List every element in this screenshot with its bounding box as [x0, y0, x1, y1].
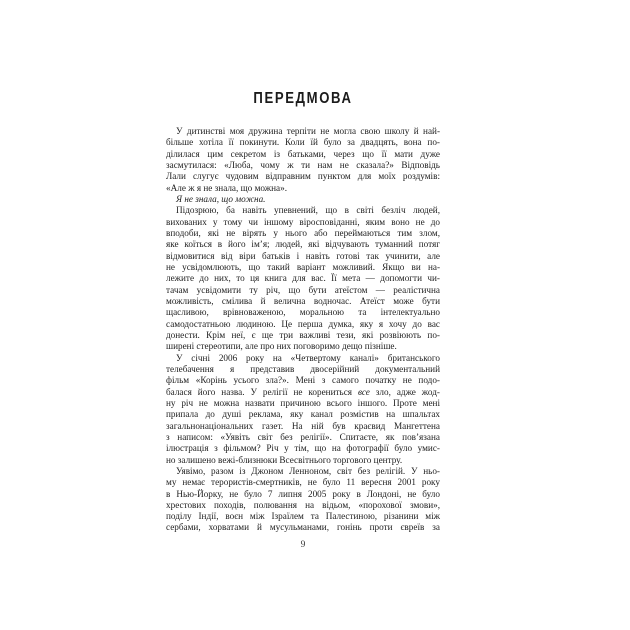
text-line: ширені стереотипи, але про них поговоримо дещо пізніше. [166, 341, 397, 352]
text-line: му немає терористів-смертників, не було 11 вересня 2001 року [166, 477, 440, 488]
text-line: щасливою, врівноваженою, моральною та інтелектуально [166, 307, 440, 318]
text-line: Підозрюю, ба навіть упевнений, що в світі безліч людей, [176, 205, 440, 216]
text-line: поділу Індії, воєн між Ізраїлем та Палестиною, різанини між [166, 511, 440, 522]
text-line: яке коїться в його ім’я; людей, які відчувають туманний потяг [166, 239, 440, 250]
text-line: фільм «Корінь усього зла?». Мені з самого початку не подо- [166, 375, 440, 386]
text-line: ну річ не можна назвати причиною всього іншого. Проте мені [166, 397, 440, 408]
text-line: вихованих у тому чи іншому віросповіданні, яким воно не до [166, 216, 440, 227]
page-number: 9 [300, 540, 306, 550]
text-line: Лали слугує чудовим відправним пунктом для моїх роздумів: [166, 171, 440, 182]
text-line: телебачення я представив двосерійний документальний [166, 363, 440, 374]
text-line: Я не знала, що можна. [176, 193, 266, 204]
text-line: самодостатньою людиною. Це перша думка, яку я хочу до вас [166, 318, 440, 329]
text-line: можливість, смілива й велична водночас. Атеїст може бути [166, 295, 440, 306]
text-line: сербами, хорватами й мусульманами, гонінь проти євреїв за [166, 522, 440, 533]
text-line: хрестових походів, полювання на відьом, «порохової змови», [166, 499, 440, 510]
text-line: більше хотіла її покинути. Коли їй було за двадцять, вона по- [166, 137, 440, 148]
text-line: Уявімо, разом із Джоном Ленноном, світ без релігій. У ньо- [176, 465, 440, 476]
text-line: ілюстрація з фільмом? Річ у тім, що на фотографії було умис- [166, 443, 440, 454]
text-line: припала до душі реклама, яку канал розмістив на шпальтах [166, 409, 440, 420]
text-line: У січні 2006 року на «Четвертому каналі» британського [176, 352, 440, 363]
page-title: ПЕРЕДМОВА [253, 90, 353, 107]
text-line: но залишено вежі-близнюки Всесвітнього торгового центру. [166, 454, 403, 465]
text-line: лежите до них, то ця книга для вас. Її мета — допомогти чи- [166, 273, 440, 284]
text-line: з написом: «Уявіть світ без релігії». Спитаєте, як пов’язана [166, 431, 440, 442]
text-line: засмутилася: «Люба, чому ж ти нам не сказала?» Відповідь [166, 159, 440, 170]
text-line: вподоби, які не вірять у нього або переймаються тим злом, [166, 227, 440, 238]
text-line: У дитинстві моя дружина терпіти не могла свою школу й най- [176, 126, 440, 136]
text-line: донести. Крім неї, є ще три важливі тези, які розвіюють по- [166, 329, 440, 340]
text-line: відмовитися від віри батьків і навіть готові так учинити, але [166, 250, 440, 261]
text-line: загальнонаціональних газет. На ній був краєвид Мангеттена [166, 420, 440, 431]
text-line: ділилася цим секретом із батьками, через що її мати дуже [166, 148, 440, 159]
text-line: тачам усвідомити ту річ, що бути атеїстом — реалістична [166, 284, 440, 295]
body-text [166, 126, 440, 534]
text-line: балася його назва. У релігії не корениться все зло, адже жод- [166, 386, 440, 397]
text-line: «Але ж я не знала, що можна». [166, 182, 287, 193]
text-line: не усвідомлюють, що такий варіант можливий. Якщо ви на- [166, 261, 440, 272]
text-line: в Нью-Йорку, не було 7 липня 2005 року в Лондоні, не було [166, 488, 440, 499]
